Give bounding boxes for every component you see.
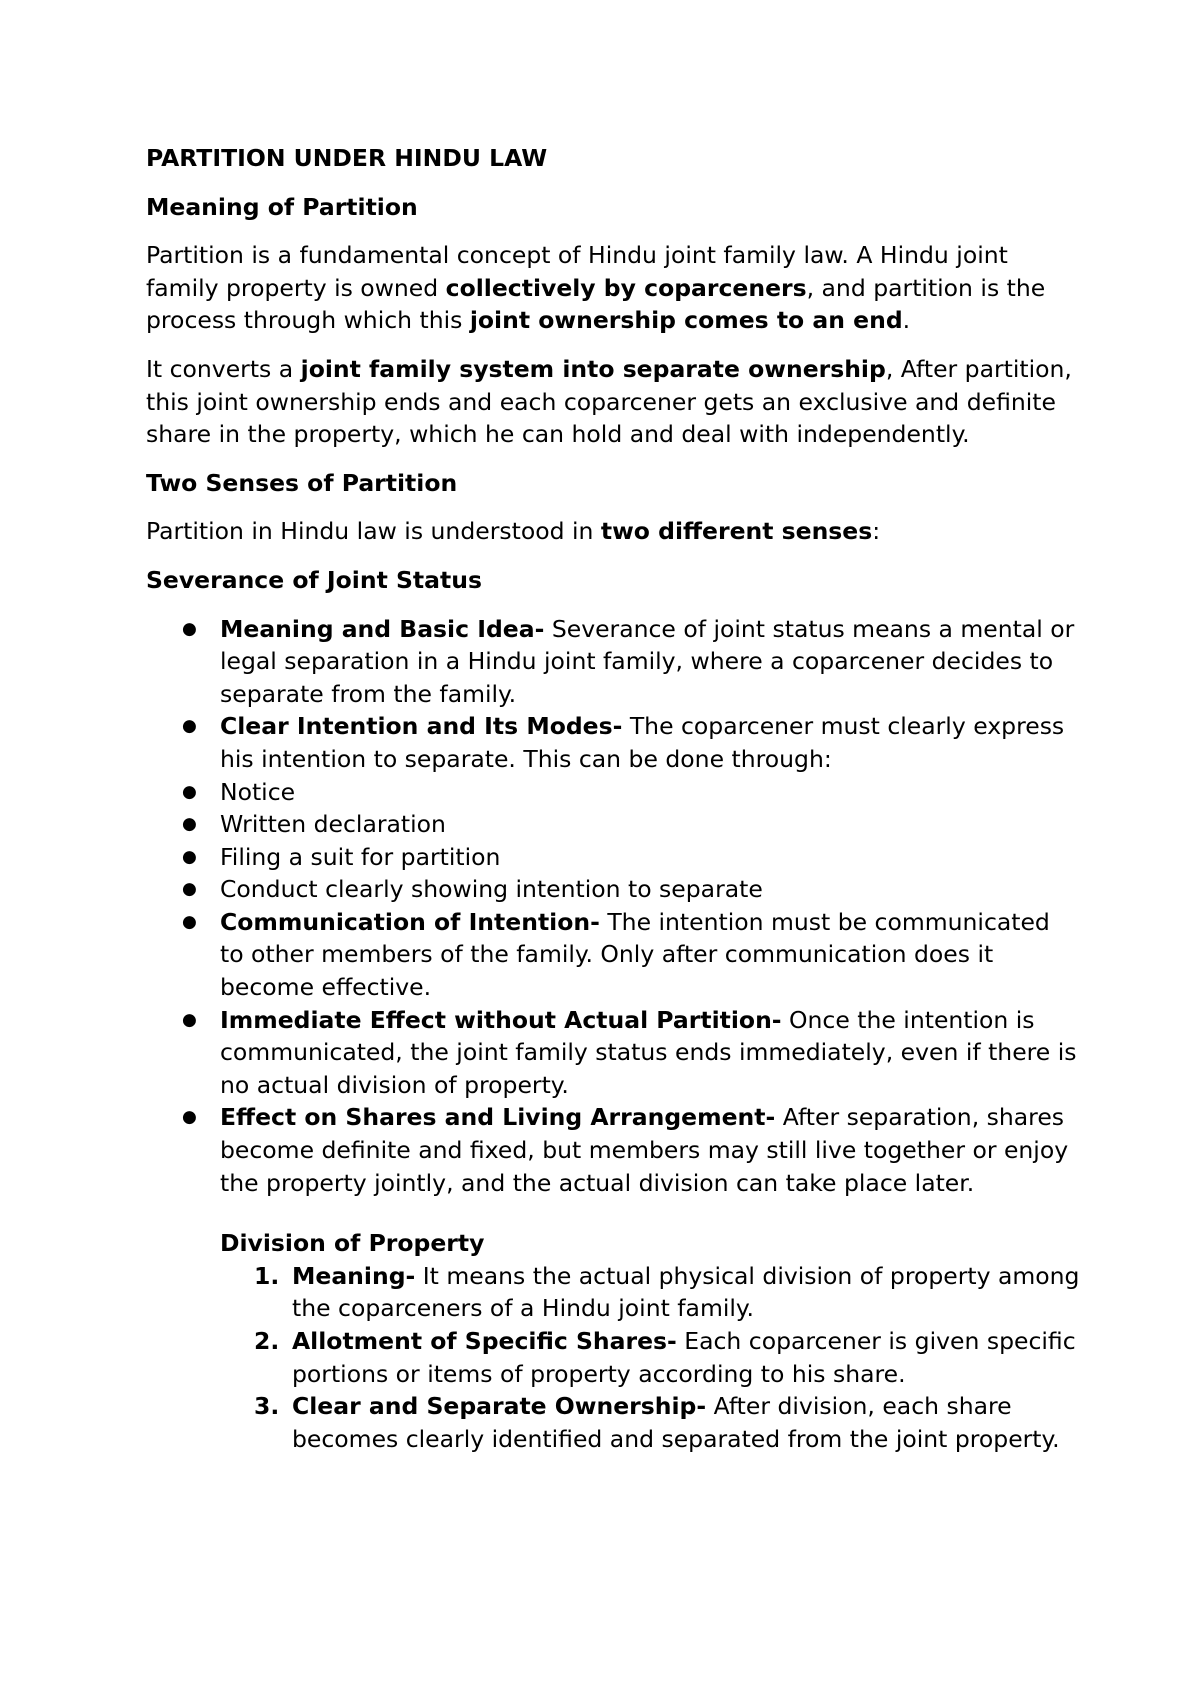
senses-heading: Two Senses of Partition xyxy=(146,468,458,497)
document-title: PARTITION UNDER HINDU LAW xyxy=(146,144,548,172)
paragraph-3: Partition in Hindu law is understood in two different senses: xyxy=(146,517,881,546)
list-item: ● Immediate Effect without Actual Partition- Once the intention is communicated, the joint family status ends immediately, even if there is no actual division of property. xyxy=(220,1004,1080,1102)
list-item: 2. Allotment of Specific Shares- Each coparcener is given specific portions or items of property according to his share. xyxy=(254,1327,1076,1388)
list-item: ● Notice xyxy=(220,776,1080,809)
list-item: ● Filing a suit for partition xyxy=(220,841,1080,874)
list-item: 1. Meaning- It means the actual physical division of property among the coparceners of a Hindu joint family. xyxy=(254,1261,1080,1323)
list-item: ● Meaning and Basic Idea- Severance of joint status means a mental or legal separation in a Hindu joint family, where a coparcener decides to separate from the family. xyxy=(220,613,1080,711)
list-item: ● Communication of Intention- The intention must be communicated to other members of the family. Only after communication does it become effective. xyxy=(220,906,1080,1004)
list-item: ● Clear Intention and Its Modes- The coparcener must clearly express his intention to separate. This can be done through: xyxy=(220,710,1080,775)
paragraph-1: Partition is a fundamental concept of Hindu joint family law. A Hindu joint family property is owned collectively by coparceners, and partition is the process through which this joint ownership comes to an end. xyxy=(146,241,1046,335)
meaning-heading: Meaning of Partition xyxy=(146,192,418,221)
severance-list xyxy=(146,613,1080,1200)
list-item: ● Effect on Shares and Living Arrangement- After separation, shares become definite and fixed, but members may still live together or enjoy the property jointly, and the actual division can take place later. xyxy=(220,1101,1080,1199)
list-item: 3. Clear and Separate Ownership- After division, each share becomes clearly identified and separated from the joint property. xyxy=(254,1392,1060,1453)
list-item: ● Conduct clearly showing intention to separate xyxy=(220,873,1080,906)
severance-heading: Severance of Joint Status xyxy=(146,565,482,594)
division-heading: Division of Property xyxy=(220,1229,485,1258)
paragraph-2: It converts a joint family system into separate ownership, After partition, this joint ownership ends and each coparcener gets an exclusive and definite share in the property, which he can hold and deal with independently. xyxy=(146,354,1072,449)
division-list xyxy=(146,1260,1080,1456)
list-item: ● Written declaration xyxy=(220,808,1080,841)
